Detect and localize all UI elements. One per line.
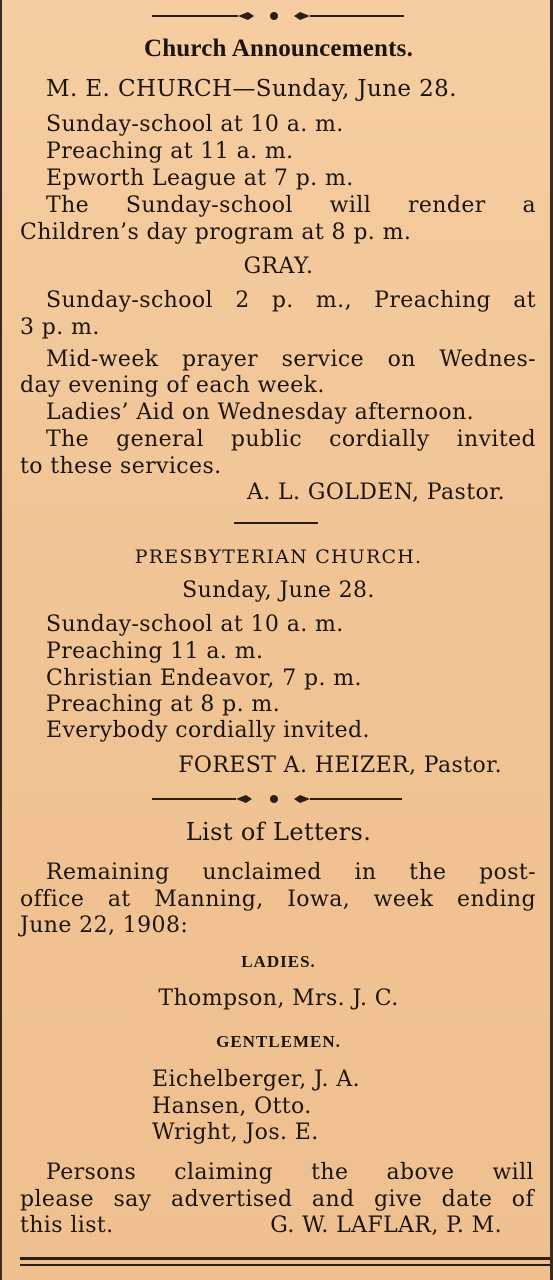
- closing-line: this list.: [20, 1213, 114, 1238]
- ladies-header: LADIES.: [241, 952, 316, 971]
- church-announcements-title: Church Announcements.: [143, 35, 414, 62]
- me-line: Epworth League at 7 p. m.: [46, 166, 354, 191]
- top-ornament-rule: [2, 8, 553, 24]
- letters-intro-line: June 22, 1908:: [20, 913, 189, 938]
- gentlemen-entry: Hansen, Otto.: [152, 1094, 312, 1119]
- middle-ornament-rule: [2, 791, 553, 807]
- gentlemen-header: GENTLEMEN.: [216, 1032, 341, 1051]
- presb-line: Sunday-school at 10 a. m.: [46, 612, 344, 637]
- me-line: Children’s day program at 8 p. m.: [20, 220, 412, 245]
- gray-line: Ladies’ Aid on Wednesday afternoon.: [46, 400, 475, 425]
- me-church-header: M. E. CHURCH—Sunday, June 28.: [46, 76, 457, 102]
- short-divider-rule: [234, 522, 318, 524]
- presb-pastor-signature: FOREST A. HEIZER, Pastor.: [178, 753, 502, 778]
- closing-line: please say advertised and give date of: [20, 1187, 534, 1212]
- list-of-letters-title: List of Letters.: [185, 818, 372, 846]
- gentlemen-entry: Eichelberger, J. A.: [152, 1067, 361, 1092]
- presbyterian-date: Sunday, June 28.: [182, 578, 375, 603]
- gray-line: Mid-week prayer service on Wednes-: [46, 347, 536, 372]
- gray-line: to these services.: [20, 454, 222, 479]
- me-line: Preaching at 11 a. m.: [46, 139, 294, 164]
- me-line: The Sunday-school will render a: [46, 193, 536, 218]
- gray-line: The general public cordially invited: [46, 427, 536, 452]
- gray-line: day evening of each week.: [20, 373, 325, 398]
- bottom-rule-thin: [20, 1264, 550, 1266]
- bottom-rule: [20, 1257, 550, 1260]
- postmaster-signature: G. W. LAFLAR, P. M.: [270, 1213, 502, 1238]
- gray-line: 3 p. m.: [20, 315, 100, 340]
- me-line: Sunday-school at 10 a. m.: [46, 112, 344, 137]
- gentlemen-entry: Wright, Jos. E.: [152, 1120, 319, 1145]
- presb-line: Preaching at 8 p. m.: [46, 692, 281, 717]
- gray-header: GRAY.: [243, 254, 314, 279]
- closing-line: Persons claiming the above will: [46, 1160, 534, 1185]
- presb-line: Preaching 11 a. m.: [46, 639, 264, 664]
- presb-line: Everybody cordially invited.: [46, 718, 370, 743]
- ladies-entry: Thompson, Mrs. J. C.: [158, 986, 399, 1011]
- gray-line: Sunday-school 2 p. m., Preaching at: [46, 288, 536, 313]
- letters-intro-line: office at Manning, Iowa, week ending: [20, 887, 536, 912]
- presb-line: Christian Endeavor, 7 p. m.: [46, 666, 362, 691]
- me-pastor-signature: A. L. GOLDEN, Pastor.: [246, 480, 505, 505]
- presbyterian-header: PRESBYTERIAN CHURCH.: [134, 546, 423, 568]
- letters-intro-line: Remaining unclaimed in the post-: [46, 860, 536, 885]
